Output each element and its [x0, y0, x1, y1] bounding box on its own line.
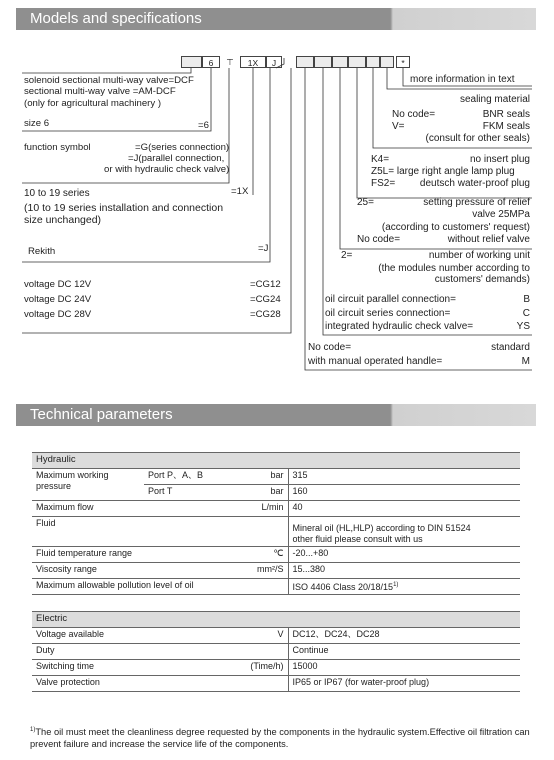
v28-label: voltage DC 28V: [24, 309, 92, 320]
switching-label: Switching time: [32, 660, 222, 676]
tech-banner: [16, 404, 536, 426]
manual-m: M: [521, 356, 530, 367]
series-c: C: [522, 308, 530, 319]
z5l-plug: Z5L= large right angle lamp plug: [371, 166, 515, 177]
series-label: 10 to 19 series: [24, 188, 90, 199]
parallel-conn: oil circuit parallel connection=: [325, 294, 456, 305]
port-t: Port T: [144, 485, 222, 501]
pollution-value: ISO 4406 Class 20/18/15: [292, 582, 394, 592]
deutsch-plug: deutsch water-proof plug: [419, 178, 530, 189]
v-code: V=: [392, 121, 405, 132]
sectional-label: sectional multi-way valve =AM-DCF: [24, 86, 176, 97]
value-160: 160: [288, 485, 520, 501]
agri-label: (only for agricultural machinery ): [24, 98, 162, 109]
unit-lmin: L/min: [222, 501, 288, 517]
bnr-seals: BNR seals: [482, 109, 530, 120]
without-relief: without relief valve: [447, 234, 530, 245]
v28-code: =CG28: [250, 309, 281, 320]
sealing-label: sealing material: [459, 94, 530, 105]
table-row: [32, 644, 520, 660]
series-code: =1X: [231, 186, 249, 197]
rekith-code: =J: [258, 243, 269, 254]
size-label: size 6: [24, 118, 50, 129]
table-section-header: [32, 612, 520, 628]
max-flow-label: Maximum flow: [32, 501, 222, 517]
manual-handle: with manual operated handle=: [308, 356, 443, 367]
no-code-seal: No code=: [392, 109, 436, 120]
duty-value: Continue: [288, 644, 520, 660]
table-row: [32, 628, 520, 644]
function-label: function symbol: [24, 142, 91, 153]
fluid-temp-label: Fluid temperature range: [32, 547, 222, 563]
no-code-relief: No code=: [357, 234, 401, 245]
table-row: [32, 660, 520, 676]
port-pab: Port P、A、B: [144, 469, 222, 485]
fluid-label: Fluid: [32, 517, 288, 547]
fluid-value-2: other fluid please consult with us: [292, 534, 423, 544]
code-box: 1X: [240, 56, 266, 68]
code-box: *: [396, 56, 410, 68]
unit-time: (Time/h): [222, 660, 288, 676]
code-box: 6: [202, 56, 220, 68]
footnote-text: The oil must meet the cleanliness degree requested by the components in the hydraulic system.Effective oil filtration can prevent failure and increase the service life of the components.: [30, 727, 530, 750]
viscosity-label: Viscosity range: [32, 563, 222, 579]
two-code: 2=: [341, 250, 353, 261]
handle-standard: standard: [491, 342, 530, 353]
integrated-ys: YS: [516, 321, 530, 332]
integrated-check: integrated hydraulic check valve=: [325, 321, 474, 332]
consult-seals: (consult for other seals): [425, 133, 530, 144]
table-row: [32, 469, 520, 485]
tech-title: Technical parameters: [30, 406, 173, 423]
table-row: [32, 579, 520, 595]
viscosity-value: 15...380: [288, 563, 520, 579]
rekith-label: Rekith: [28, 246, 56, 257]
value-315: 315: [288, 469, 520, 485]
fs2-code: FS2=: [371, 178, 396, 189]
modules-note2: customers' demands): [434, 274, 530, 285]
p25-code: 25=: [357, 197, 374, 208]
v12-code: =CG12: [250, 279, 281, 290]
working-unit: number of working unit: [428, 250, 530, 261]
parallel-b: B: [523, 294, 530, 305]
value-40: 40: [288, 501, 520, 517]
series-conn: oil circuit series connection=: [325, 308, 451, 319]
v12-label: voltage DC 12V: [24, 279, 92, 290]
function-g: =G(series connection): [135, 142, 230, 153]
voltage-label: Voltage available: [32, 628, 222, 644]
footnote: [30, 724, 550, 750]
unit-mm2s: mm²/S: [222, 563, 288, 579]
pressure-label: pressure: [36, 481, 72, 491]
pollution-label: Maximum allowable pollution level of oil: [32, 579, 288, 595]
fluid-value-1: Mineral oil (HL,HLP) according to DIN 51524: [292, 523, 471, 533]
table-section-header: [32, 453, 520, 469]
solenoid-label: solenoid sectional multi-way valve=DCF: [24, 75, 194, 86]
code-box: ⊤: [226, 57, 234, 67]
setting-pressure: setting pressure of relief: [423, 197, 530, 208]
size-code: =6: [198, 120, 209, 131]
unit-bar: bar: [222, 485, 288, 501]
table-row: [32, 517, 520, 547]
unit-degc: ℃: [222, 547, 288, 563]
series-note2: size unchanged): [24, 214, 102, 226]
electric-header: Electric: [32, 612, 520, 628]
more-info-label: more information in text: [410, 74, 515, 85]
k4-code: K4=: [371, 154, 390, 165]
customer-request: (according to customers' request): [381, 222, 530, 233]
table-spacer: [32, 595, 520, 612]
table-row: [32, 676, 520, 692]
no-insert-plug: no insert plug: [469, 154, 530, 165]
protection-value: IP65 or IP67 (for water-proof plug): [288, 676, 520, 692]
no-code-handle: No code=: [308, 342, 352, 353]
pollution-footnote-mark: 1): [393, 582, 399, 588]
duty-label: Duty: [32, 644, 288, 660]
v24-code: =CG24: [250, 294, 281, 305]
series-note1: (10 to 19 series installation and connection: [24, 202, 224, 214]
models-title: Models and specifications: [30, 10, 202, 27]
unit-bar: bar: [222, 469, 288, 485]
function-j2: or with hydraulic check valve): [104, 164, 230, 175]
footnote-mark: 1): [30, 727, 36, 733]
unit-v: V: [222, 628, 288, 644]
modules-note1: (the modules number according to: [378, 263, 530, 274]
v24-label: voltage DC 24V: [24, 294, 92, 305]
temp-value: -20...+80: [288, 547, 520, 563]
voltage-value: DC12、DC24、DC28: [288, 628, 520, 644]
table-row: [32, 563, 520, 579]
switching-value: 15000: [288, 660, 520, 676]
valve-25mpa: valve 25MPa: [472, 209, 530, 220]
fkm-seals: FKM seals: [482, 121, 530, 132]
hydraulic-header: Hydraulic: [32, 453, 520, 469]
table-row: [32, 547, 520, 563]
tech-params-table: [32, 452, 520, 692]
max-working-label: Maximum working: [36, 470, 109, 480]
code-box: J: [266, 56, 282, 68]
protection-label: Valve protection: [32, 676, 288, 692]
table-row: [32, 501, 520, 517]
function-j: =J(parallel connection,: [128, 153, 225, 164]
